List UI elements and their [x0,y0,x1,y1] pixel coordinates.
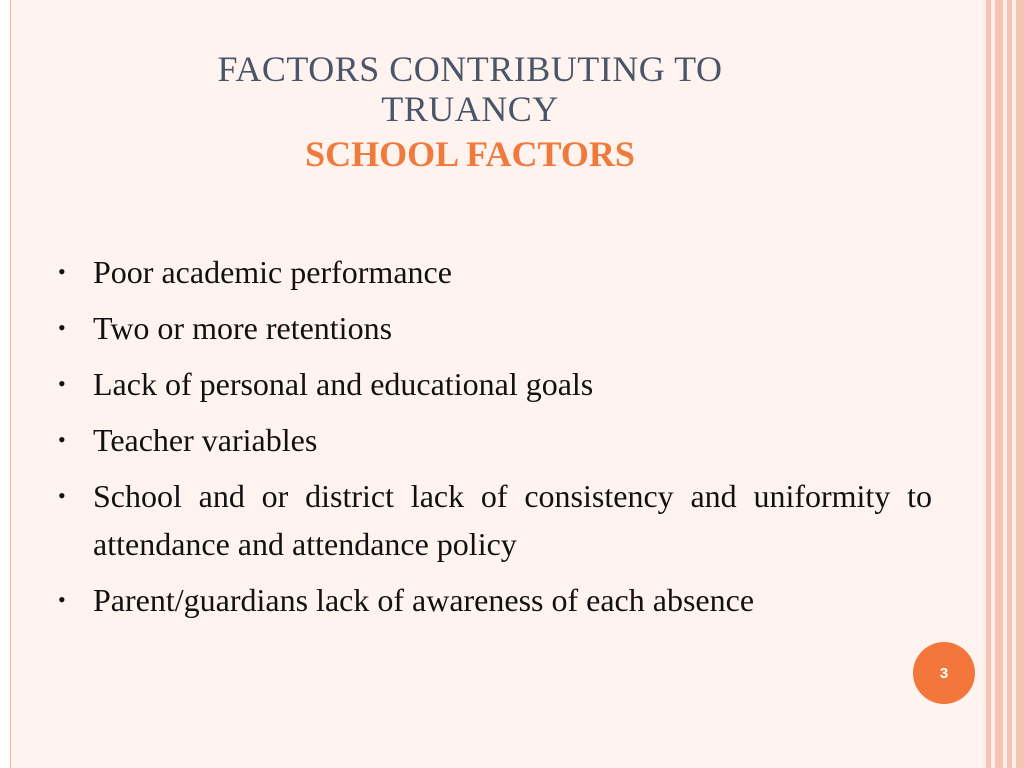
bullet-text: Lack of personal and educational goals [93,366,594,402]
bullet-item [58,472,932,568]
bullet-text: Parent/guardians lack of awareness of each absence [93,582,755,618]
bullet-icon: • [58,259,66,284]
page-number-badge: 3 [913,642,975,704]
slide-title [150,50,790,175]
bullet-text: Two or more retentions [93,310,393,346]
bullet-item [58,248,932,296]
decorative-stripes [983,0,1024,768]
title-line-2: TRUANCY [381,88,559,129]
bullet-item [58,576,932,624]
bullet-text: School and or district lack of consistency and uniformity to attendance and attendance policy [93,478,932,562]
bullet-text: Poor academic performance [93,254,452,290]
bullet-icon: • [58,315,66,340]
bullet-item [58,416,932,464]
bullet-icon: • [58,587,66,612]
bullet-icon: • [58,427,66,452]
slide-subtitle: SCHOOL FACTORS [305,134,635,175]
title-line-1: FACTORS CONTRIBUTING TO [217,49,723,89]
bullet-icon: • [58,483,66,508]
bullet-list [58,248,932,632]
bullet-item [58,304,932,352]
bullet-item [58,360,932,408]
bullet-text: Teacher variables [93,422,318,458]
bullet-icon: • [58,371,66,396]
